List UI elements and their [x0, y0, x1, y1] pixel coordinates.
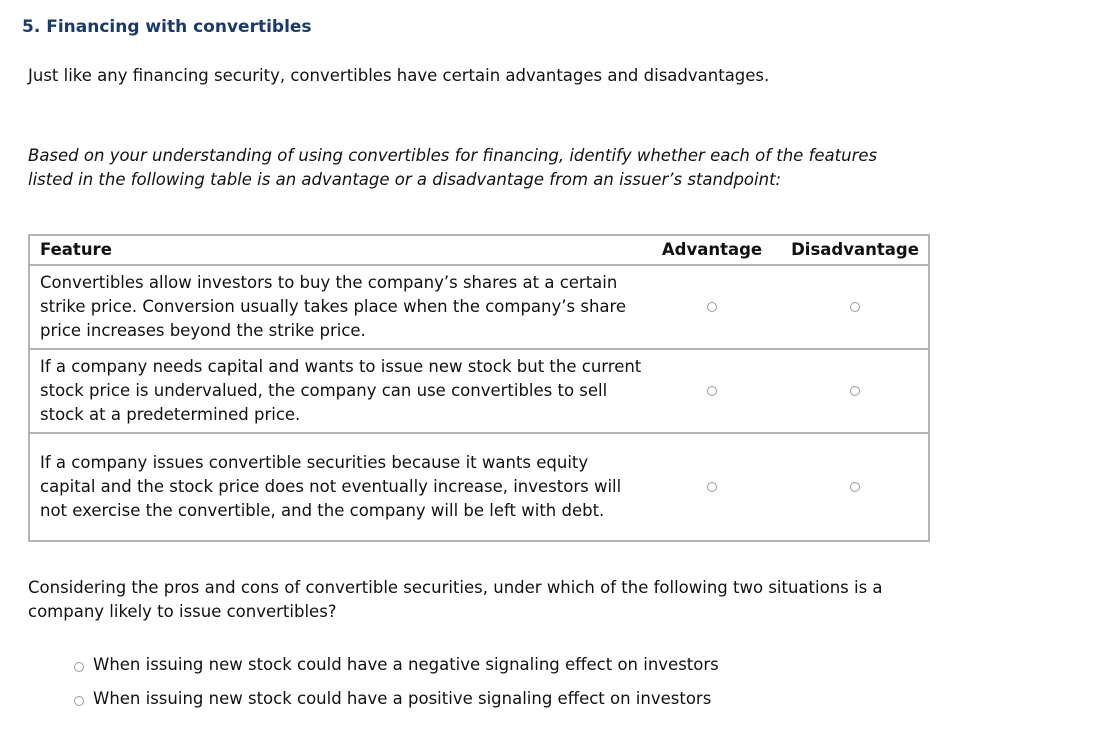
answer-options — [74, 647, 719, 715]
header-advantage: Advantage — [661, 240, 763, 259]
advantage-radio[interactable] — [707, 302, 717, 312]
advantage-radio[interactable] — [707, 482, 717, 492]
instruction-text: Based on your understanding of using convertibles for financing, identify whether each of the features listed in the following table is an advantage or a disadvantage from an issuer’s standpoint: — [28, 146, 878, 189]
option-radio[interactable] — [74, 696, 84, 706]
table-row — [30, 350, 928, 434]
option-label: When issuing new stock could have a negative signaling effect on investors — [93, 654, 719, 674]
advantage-cell — [642, 482, 782, 492]
advantage-cell — [642, 386, 782, 396]
disadvantage-radio[interactable] — [850, 302, 860, 312]
question-title: 5. Financing with convertibles — [22, 17, 312, 37]
feature-classification-table — [28, 234, 930, 542]
answer-option[interactable] — [74, 681, 719, 715]
option-radio[interactable] — [74, 662, 84, 672]
answer-option[interactable] — [74, 647, 719, 681]
disadvantage-radio[interactable] — [850, 482, 860, 492]
table-row — [30, 266, 928, 350]
feature-text: Convertibles allow investors to buy the company’s shares at a certain strike price. Conversion usually takes place when the company’s share price increases beyond the strike price. — [40, 273, 627, 340]
advantage-radio[interactable] — [707, 386, 717, 396]
disadvantage-cell — [782, 482, 928, 492]
disadvantage-radio[interactable] — [850, 386, 860, 396]
situation-question: Considering the pros and cons of convertible securities, under which of the following two situations is a company likely to issue convertibles? — [28, 578, 883, 621]
disadvantage-cell — [782, 386, 928, 396]
feature-text: If a company needs capital and wants to issue new stock but the current stock price is undervalued, the company can use convertibles to sell stock at a predetermined price. — [40, 357, 642, 424]
disadvantage-cell — [782, 302, 928, 312]
table-header — [30, 236, 928, 266]
feature-text: If a company issues convertible securities because it wants equity capital and the stock price does not eventually increase, investors will not exercise the convertible, and the company will be left with debt. — [40, 453, 622, 520]
table-row — [30, 434, 928, 540]
intro-text: Just like any financing security, convertibles have certain advantages and disadvantages. — [28, 66, 770, 85]
header-feature: Feature — [40, 240, 112, 259]
advantage-cell — [642, 302, 782, 312]
header-disadvantage: Disadvantage — [791, 240, 919, 259]
option-label: When issuing new stock could have a positive signaling effect on investors — [93, 688, 712, 708]
